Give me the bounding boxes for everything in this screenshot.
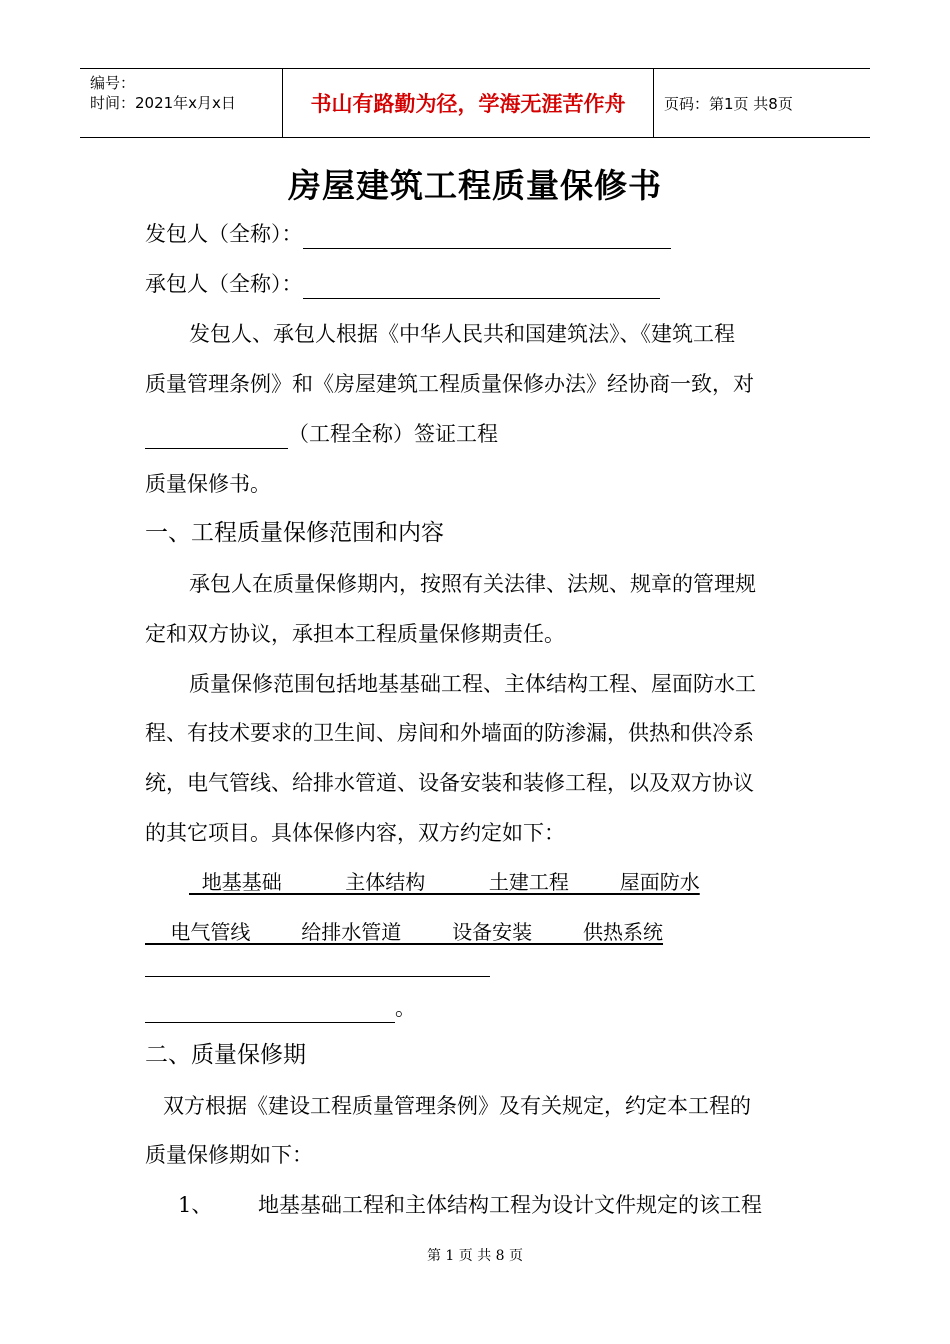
items-blank-row-2 bbox=[145, 993, 416, 1023]
section2-p1-line1: 双方根据《建设工程质量管理条例》及有关规定，约定本工程的 bbox=[163, 1094, 751, 1118]
intro-line-3: （工程全称）签证工程 bbox=[288, 422, 498, 446]
items-blank-2 bbox=[145, 996, 395, 1023]
warranty-items-1: 地基基础 主体结构 土建工程 屋面防水 bbox=[189, 870, 700, 894]
intro-line-2: 质量管理条例》和《房屋建筑工程质量保修办法》经协商一致，对 bbox=[145, 372, 754, 396]
warranty-items-line1 bbox=[189, 867, 700, 897]
section1-p1-line2: 定和双方协议，承担本工程质量保修期责任。 bbox=[145, 622, 565, 646]
party-a-blank bbox=[303, 222, 671, 249]
party-a-label: 发包人（全称）： bbox=[145, 222, 303, 246]
section2-item1-num: 1、 bbox=[178, 1193, 213, 1217]
party-a-row bbox=[145, 219, 671, 249]
project-name-blank bbox=[145, 422, 288, 449]
header-meta bbox=[80, 69, 282, 137]
number-label: 编号： bbox=[90, 74, 136, 92]
header-page-info: 页码：第1页 共8页 bbox=[664, 94, 793, 113]
section1-p2-line1: 质量保修范围包括地基基础工程、主体结构工程、屋面防水工 bbox=[189, 672, 756, 696]
section1-heading: 一、工程质量保修范围和内容 bbox=[145, 520, 444, 546]
intro-line-4: 质量保修书。 bbox=[145, 472, 271, 496]
document-title: 房屋建筑工程质量保修书 bbox=[288, 166, 662, 205]
section2-item1-text: 地基基础工程和主体结构工程为设计文件规定的该工程 bbox=[258, 1193, 762, 1217]
section1-p1-line1: 承包人在质量保修期内，按照有关法律、法规、规章的管理规 bbox=[189, 572, 756, 596]
section2-heading: 二、质量保修期 bbox=[145, 1042, 306, 1068]
section1-p2-line4: 的其它项目。具体保修内容，双方约定如下： bbox=[145, 821, 565, 845]
items-blank-1 bbox=[145, 950, 490, 977]
section2-p1-line2: 质量保修期如下： bbox=[145, 1143, 313, 1167]
document-header bbox=[80, 68, 870, 138]
party-b-label: 承包人（全称）： bbox=[145, 272, 303, 296]
section1-p2-line2: 程、有技术要求的卫生间、房间和外墙面的防渗漏，供热和供冷系 bbox=[145, 721, 754, 745]
page-footer: 第 1 页 共 8 页 bbox=[426, 1248, 524, 1264]
warranty-items-line2 bbox=[145, 917, 663, 947]
section1-p2-line3: 统，电气管线、给排水管道、设备安装和装修工程，以及双方协议 bbox=[145, 771, 754, 795]
header-motto: 书山有路勤为径，学海无涯苦作舟 bbox=[282, 69, 654, 137]
intro-line-1: 发包人、承包人根据《中华人民共和国建筑法》、《建筑工程 bbox=[189, 322, 735, 346]
party-b-row bbox=[145, 269, 660, 299]
warranty-items-2: 电气管线 给排水管道 设备安装 供热系统 bbox=[145, 920, 664, 944]
party-b-blank bbox=[303, 272, 660, 299]
time-label: 时间：2021年x月x日 bbox=[90, 94, 236, 112]
intro-line-3-row bbox=[145, 419, 498, 449]
items-blank-row-1 bbox=[145, 947, 490, 977]
items-end-mark: 。 bbox=[395, 996, 416, 1020]
